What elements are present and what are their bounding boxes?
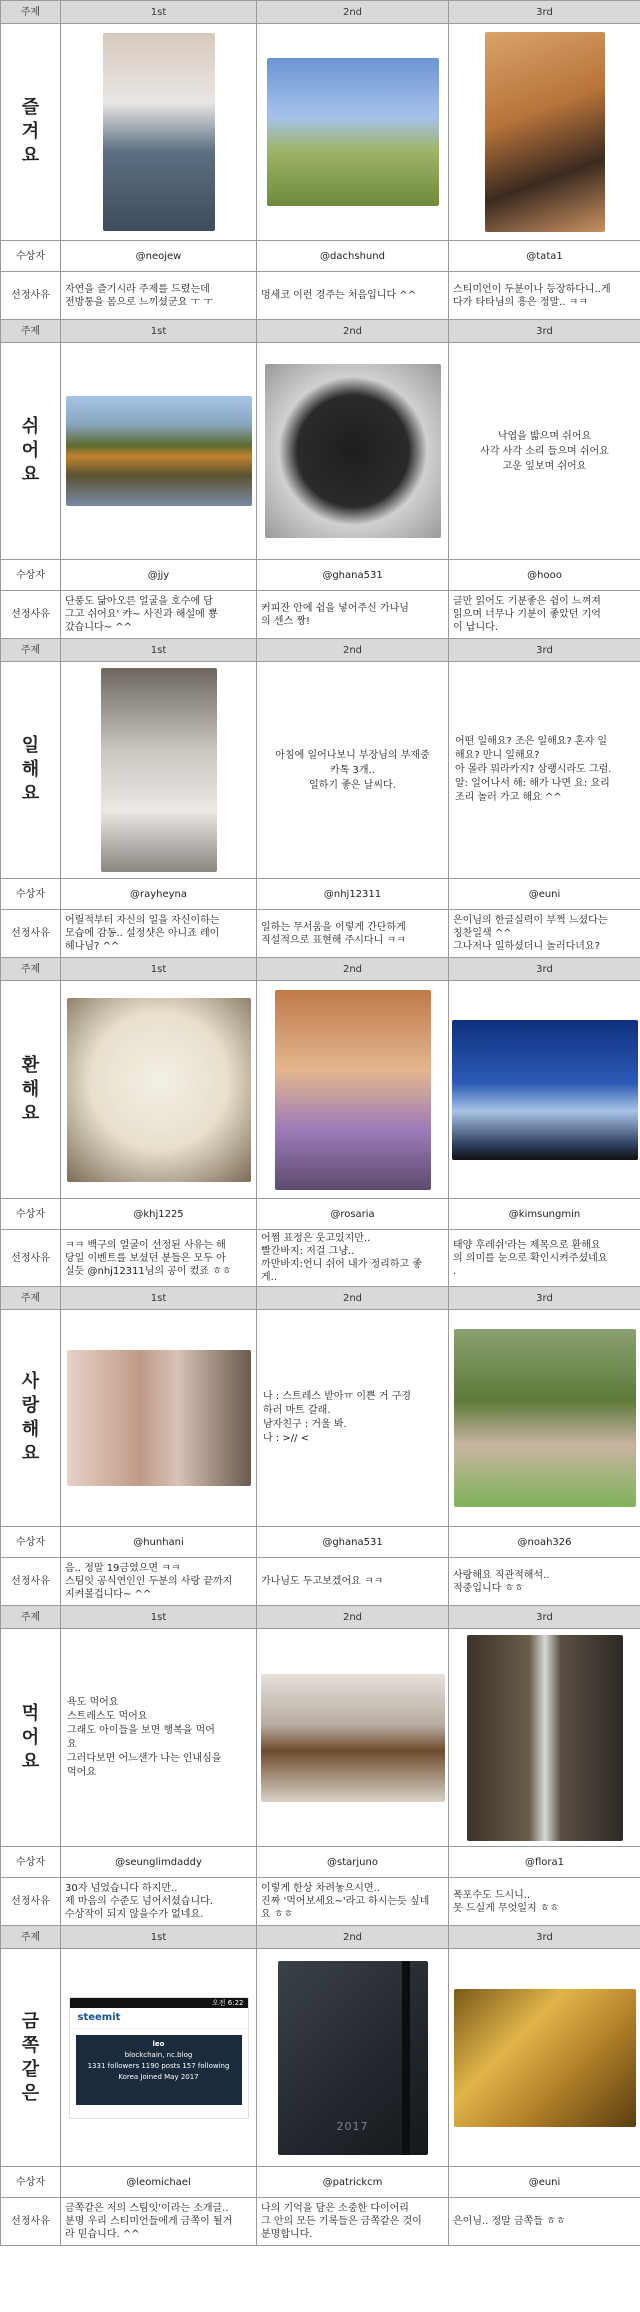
father-kiss-photo [454,1329,636,1507]
reason-text: 멍세코 이런 경주는 처음입니다 ^^ [257,272,449,320]
couple-collage-photo [67,1350,251,1486]
reason-text: 30자 넘었습니다 하지만.. 제 마음의 수준도 넘어서셨습니다. 수상작이 되지 않을수가 없네요. [61,1878,257,1926]
entry-cell-2 [257,662,449,879]
first-place-header: 1st [61,958,257,981]
topic-char: 은 [21,2082,40,2104]
topic-cell [1,1949,61,2167]
reason-text: 스티미언이 두분이나 등장하다니..게 다가 타타님의 흥은 정말.. ㅋㅋ [449,272,640,320]
section-header-row [1,320,640,343]
two-children-photo [275,990,431,1190]
smiling-dog-photo [67,998,251,1182]
third-place-header: 3rd [449,639,640,662]
entry-row [1,1949,640,2167]
first-place-header: 1st [61,1926,257,1949]
topic-char: 요 [21,464,40,485]
topic-char: 요 [21,145,40,166]
winner-handle[interactable]: @rosaria [257,1199,449,1230]
reason-row [1,591,640,639]
profile-name: leo [152,2039,165,2048]
reason-text: 사랑해요 직관적해석.. 적중입니다 ㅎㅎ [449,1558,640,1606]
entry-cell-1 [61,343,257,560]
entry-cell-2 [257,1949,449,2167]
topic-header: 주제 [1,639,61,662]
second-place-header: 2nd [257,958,449,981]
topic-header: 주제 [1,1926,61,1949]
entry-text: 어떤 일해요? 조은 일해요? 혼자 일 해요? 만니 일해요? 아 몰라 뭐라카지? 삼랭시라도 그럼. 알: 일어나서 해: 해가 나면 요: 요리 조리 놀러 가고 해요 ^^ [455,736,612,803]
reason-text: 가나님도 두고보겠어요 ㅋㅋ [257,1558,449,1606]
first-place-header: 1st [61,1287,257,1310]
winner-handle[interactable]: @euni [449,879,640,910]
section-header-row [1,958,640,981]
entry-cell-2 [257,24,449,241]
topic-header: 주제 [1,1287,61,1310]
topic-header: 주제 [1,1606,61,1629]
entry-row [1,24,640,241]
reason-text: 음.. 정말 19금였으면 ㅋㅋ 스팀잇 공식연인인 두분의 사랑 끝까지 지켜볼겁니다~ ^^ [61,1558,257,1606]
winner-handle[interactable]: @starjuno [257,1847,449,1878]
topic-char: 어 [21,440,40,461]
second-place-header: 2nd [257,639,449,662]
entry-text: 욕도 먹어요 스트레스도 먹어요 그래도 아이들을 보면 행복을 먹어 요 그러다보면 어느샌가 나는 인내심을 먹어요 [67,1696,222,1778]
topic-header: 주제 [1,958,61,981]
entry-row [1,1629,640,1847]
entry-cell-2 [257,1310,449,1527]
third-place-header: 3rd [449,320,640,343]
first-place-header: 1st [61,1606,257,1629]
topic-char: 요 [21,1443,40,1464]
second-place-header: 2nd [257,1926,449,1949]
winner-row [1,1199,640,1230]
entry-cell-2 [257,343,449,560]
second-place-header: 2nd [257,1,449,24]
winner-handle[interactable]: @nhj12311 [257,879,449,910]
reason-text: 이렇게 한상 차려놓으시면.. 진짜 '먹어보세요~'라고 하시는듯 싶네 요 ㅎㅎ [257,1878,449,1926]
entry-cell-3 [449,1310,640,1527]
winner-handle[interactable]: @hunhani [61,1527,257,1558]
farm-field-photo [267,58,439,206]
entry-cell-3 [449,981,640,1199]
kids-washing-photo [101,668,217,872]
topic-char: 사 [21,1371,40,1392]
coffee-cup-photo [265,364,441,538]
winner-handle[interactable]: @kimsungmin [449,1199,640,1230]
waterfall-photo [467,1635,623,1841]
reason-row [1,2198,640,2246]
winner-row [1,560,640,591]
winner-label: 수상자 [1,1199,61,1230]
entry-text: 나 : 스트레스 받아ㅠ 이쁜 거 구경 하러 마트 갈래. 남자친구 : 거울 봐. 나 : >// < [263,1391,412,1444]
winner-handle[interactable]: @tata1 [449,241,640,272]
entry-cell-3 [449,343,640,560]
first-place-header: 1st [61,320,257,343]
topic-char: 해 [21,1078,40,1100]
sky-sunrays-photo [452,1020,638,1160]
third-place-header: 3rd [449,1287,640,1310]
reason-label: 선정사유 [1,591,61,639]
topic-cell [1,662,61,879]
reason-row [1,910,640,958]
food-table-photo [261,1674,445,1802]
reason-label: 선정사유 [1,1878,61,1926]
reason-text: 커피잔 안에 쉼을 넣어주신 가나님 의 센스 짱! [257,591,449,639]
topic-cell [1,981,61,1199]
entry-row [1,981,640,1199]
topic-header: 주제 [1,320,61,343]
topic-char: 겨 [21,121,40,142]
entry-cell-1 [61,1629,257,1847]
reason-text: ㅋㅋ 백구의 얼굴이 선정된 사유는 해 당일 이벤트를 보셨던 분들은 모두 아 실듯 @nhj12311님의 공이 컸죠 ㅎㅎ [61,1230,257,1287]
section-header-row [1,1926,640,1949]
topic-char: 요 [21,783,40,804]
winner-row [1,1847,640,1878]
profile-stats: 1331 followers 1190 posts 157 following [87,2061,230,2070]
winner-label: 수상자 [1,1847,61,1878]
reason-text: 은이님의 한글실력이 부쩍 느셨다는 칭찬일색 ^^ 그나저나 일하셨더니 놀러다녀요? [449,910,640,958]
topic-char: 해 [21,1419,40,1440]
first-place-header: 1st [61,639,257,662]
reason-label: 선정사유 [1,272,61,320]
profile-joined: Korea Joined May 2017 [118,2072,199,2081]
winner-label: 수상자 [1,879,61,910]
dancing-people-photo [485,32,605,232]
winner-handle[interactable]: @dachshund [257,241,449,272]
entry-text: 낙엽을 밟으며 쉬어요 사각 사각 소리 들으며 쉬어요 고운 잎보며 쉬어요 [480,430,609,472]
winner-handle[interactable]: @ghana531 [257,1527,449,1558]
reason-text: 나의 기억을 담은 소중한 다이어리 그 안의 모든 기록들은 금쪽같은 것이 분명합니다. [257,2198,449,2246]
topic-header: 주제 [1,1,61,24]
black-notebook-photo [278,1961,428,2155]
app-name: steemit [77,2011,121,2023]
section-header-row [1,1606,640,1629]
entry-cell-2 [257,981,449,1199]
first-place-header: 1st [61,1,257,24]
entry-cell-1 [61,1310,257,1527]
third-place-header: 3rd [449,1,640,24]
topic-char: 금 [21,2010,40,2032]
entry-cell-1 [61,981,257,1199]
winner-row [1,1527,640,1558]
topic-char: 즐 [21,97,40,118]
winner-row [1,2167,640,2198]
entry-cell-3 [449,24,640,241]
winner-handle[interactable]: @euni [449,2167,640,2198]
entry-row [1,343,640,560]
entry-cell-1 [61,662,257,879]
winner-row [1,879,640,910]
winner-handle[interactable]: @ghana531 [257,560,449,591]
section-header-row [1,639,640,662]
winner-label: 수상자 [1,1527,61,1558]
topic-char: 요 [21,1750,40,1772]
reason-row [1,1558,640,1606]
topic-char: 일 [21,735,40,756]
entry-row [1,662,640,879]
gold-bars-photo [454,1989,636,2127]
topic-char: 쪽 [21,2034,40,2056]
topic-cell [1,343,61,560]
topic-cell [1,24,61,241]
entry-row [1,1310,640,1527]
topic-char: 랑 [21,1395,40,1416]
winner-label: 수상자 [1,560,61,591]
notebook-year: 2017 [336,2119,369,2133]
reason-label: 선정사유 [1,1558,61,1606]
second-place-header: 2nd [257,1606,449,1629]
entry-cell-3 [449,1629,640,1847]
winner-handle[interactable]: @flora1 [449,1847,640,1878]
autumn-lake-photo [66,396,252,506]
second-place-header: 2nd [257,1287,449,1310]
winner-handle[interactable]: @jjy [61,560,257,591]
second-place-header: 2nd [257,320,449,343]
topic-cell [1,1629,61,1847]
profile-card [76,2035,242,2105]
entry-cell-3 [449,1949,640,2167]
profile-blog: blockchain, nc.blog [124,2050,193,2059]
winner-handle[interactable]: @noah326 [449,1527,640,1558]
reason-row [1,272,640,320]
winner-label: 수상자 [1,2167,61,2198]
entry-text: 아침에 일어나보니 부장님의 부재중 카톡 3개.. 일하기 좋은 날씨다. [275,749,430,791]
topic-char: 요 [21,1102,40,1124]
third-place-header: 3rd [449,1926,640,1949]
topic-cell [1,1310,61,1527]
steemit-profile-screenshot [69,1997,249,2119]
reason-text: 일하는 무서움을 이렇게 간단하게 직설적으로 표현해 주시다니 ㅋㅋ [257,910,449,958]
reason-label: 선정사유 [1,910,61,958]
topic-char: 어 [21,1726,40,1748]
third-place-header: 3rd [449,958,640,981]
section-header-row [1,1287,640,1310]
winner-handle[interactable]: @seunglimdaddy [61,1847,257,1878]
app-header [70,2008,248,2029]
topic-char: 해 [21,759,40,780]
third-place-header: 3rd [449,1606,640,1629]
status-bar [70,1998,248,2008]
reason-label: 선정사유 [1,2198,61,2246]
topic-char: 환 [21,1054,40,1076]
reason-text: 글만 읽어도 기분좋은 쉼이 느껴져 읽으며 너무나 기분이 좋았던 기억 이 납니다. [449,591,640,639]
section-header-row [1,1,640,24]
winner-handle[interactable]: @khj1225 [61,1199,257,1230]
winner-row [1,241,640,272]
reason-row [1,1878,640,1926]
reason-text: 어쩜 표정은 웃고있지만.. 빨간바지: 저걸 그냥.. 까만바지:언니 쉬어 내가 정리하고 좋 게.. [257,1230,449,1287]
status-time: 오전 6:22 [212,1998,244,2007]
entry-cell-2 [257,1629,449,1847]
reason-text: 태양 후레쉬'라는 제목으로 환해요 의 의미를 눈으로 확인시켜주셨네요 . [449,1230,640,1287]
reason-text: 단풍도 닮아오른 얼굴을 호수에 담 그고 쉬어요' 캬~ 사진과 해설에 뿅 갔습니다~ ^^ [61,591,257,639]
topic-char: 먹 [21,1702,40,1724]
winner-label: 수상자 [1,241,61,272]
reason-text: 어릴적부터 자신의 일을 자신이하는 모습에 감동.. 설정샷은 아니죠 레이 헤나님? ^^ [61,910,257,958]
winner-handle[interactable]: @rayheyna [61,879,257,910]
reason-label: 선정사유 [1,1230,61,1287]
winner-handle[interactable]: @patrickcm [257,2167,449,2198]
winner-handle[interactable]: @hooo [449,560,640,591]
topic-char: 쉬 [21,416,40,437]
reason-text: 은이님.. 정말 금쪽들 ㅎㅎ [449,2198,640,2246]
entry-cell-1 [61,24,257,241]
winner-handle[interactable]: @neojew [61,241,257,272]
reason-text: 금쪽같은 저의 스팀잇'이라는 소개글.. 분명 우리 스티미언들에게 금쪽이 될거 라 믿습니다. ^^ [61,2198,257,2246]
topic-char: 같 [21,2058,40,2080]
entry-cell-3 [449,662,640,879]
reason-text: 자연을 즐기시라 주제를 드렸는데 전방통을 몸으로 느끼셨군요 ㅜ ㅜ [61,272,257,320]
reason-row [1,1230,640,1287]
reason-text: 폭포수도 드시니.. 못 드실게 무엇일지 ㅎㅎ [449,1878,640,1926]
knee-brace-photo [103,33,215,231]
winner-handle[interactable]: @leomichael [61,2167,257,2198]
entry-cell-1 [61,1949,257,2167]
